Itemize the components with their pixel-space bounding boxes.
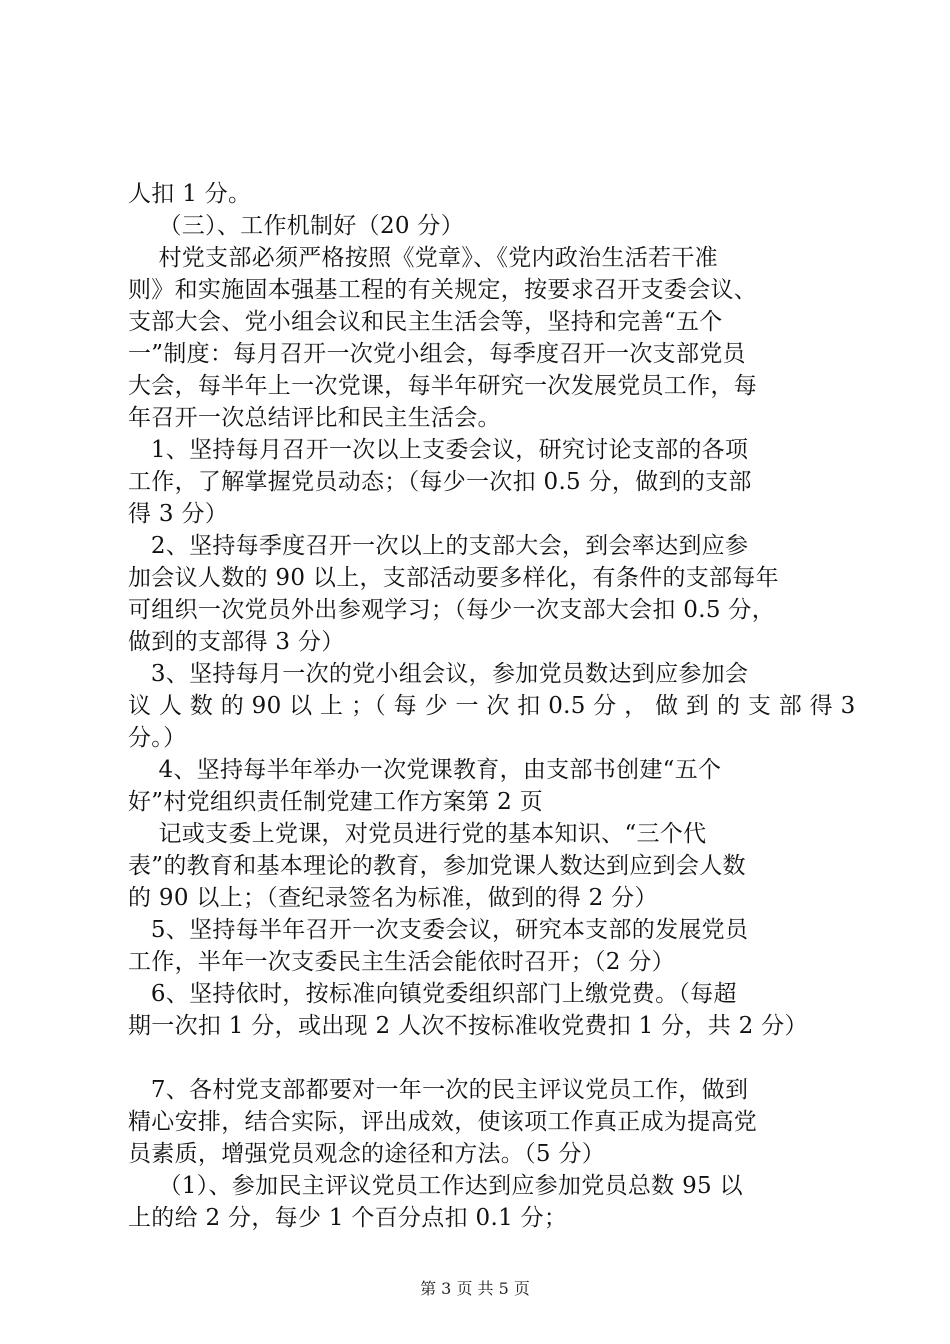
blank-line	[128, 1042, 840, 1074]
text-line: 工作，半年一次支委民主生活会能依时召开；（2 分）	[128, 949, 675, 975]
text-line: 则》和实施固本强基工程的有关规定，按要求召开支委会议、	[128, 277, 758, 303]
text-line: 议 人 数 的 90 以 上 ；（ 每 少 一 次 扣 0.5 分 ， 做 到 的 支 部 得 3	[128, 693, 856, 719]
text-line: 的 90 以上；（查纪录签名为标准，做到的得 2 分）	[128, 885, 658, 911]
text-line: 支部大会、党小组会议和民主生活会等，坚持和完善“五个	[128, 309, 723, 335]
text-line: 6、坚持依时，按标准向镇党委组织部门上缴党费。（每超	[128, 981, 737, 1007]
text-line: 上的给 2 分，每少 1 个百分点扣 0.1 分；	[128, 1205, 568, 1231]
text-line: 1、坚持每月召开一次以上支委会议，研究讨论支部的各项	[128, 437, 749, 463]
text-line: 7、各村党支部都要对一年一次的民主评议党员工作，做到	[128, 1077, 749, 1103]
text-line: 一”制度：每月召开一次党小组会，每季度召开一次支部党员	[128, 341, 746, 367]
text-line: 做到的支部得 3 分）	[128, 629, 345, 655]
text-line: 大会，每半年上一次党课，每半年研究一次发展党员工作，每	[128, 373, 758, 399]
text-line: 期一次扣 1 分，或出现 2 人次不按标准收党费扣 1 分，共 2 分）	[128, 1013, 808, 1039]
text-line: 4、坚持每半年举办一次党课教育，由支部书创建“五个	[128, 757, 722, 783]
text-line: 2、坚持每季度召开一次以上的支部大会，到会率达到应参	[128, 533, 749, 559]
text-line: 表”的教育和基本理论的教育，参加党课人数达到应到会人数	[128, 853, 746, 879]
text-line: 工作，了解掌握党员动态；（每少一次扣 0.5 分，做到的支部	[128, 469, 752, 495]
text-line: 5、坚持每半年召开一次支委会议，研究本支部的发展党员	[128, 917, 749, 943]
text-line: 分。）	[128, 725, 187, 751]
page-footer: 第 3 页 共 5 页	[420, 1279, 530, 1298]
text-line: 3、坚持每月一次的党小组会议，参加党员数达到应参加会	[128, 661, 749, 687]
text-line: 人扣 1 分。	[128, 181, 252, 207]
document-body	[128, 178, 856, 1234]
section-heading: （三）、工作机制好（20 分）	[128, 213, 465, 239]
text-line: 村党支部必须严格按照《党章》、《党内政治生活若干准	[128, 245, 718, 271]
text-line: 年召开一次总结评比和民主生活会。	[128, 405, 501, 431]
text-line: 得 3 分）	[128, 501, 229, 527]
text-line: 记或支委上党课，对党员进行党的基本知识、“三个代	[128, 821, 707, 847]
text-line: （1）、参加民主评议党员工作达到应参加党员总数 95 以	[128, 1173, 743, 1199]
text-line: 员素质，增强党员观念的途径和方法。（5 分）	[128, 1141, 606, 1167]
text-line: 好”村党组织责任制党建工作方案第 2 页	[128, 789, 544, 815]
text-line: 精心安排，结合实际，评出成效，使该项工作真正成为提高党	[128, 1109, 758, 1135]
text-line: 加会议人数的 90 以上，支部活动要多样化，有条件的支部每年	[128, 565, 779, 591]
text-line: 可组织一次党员外出参观学习；（每少一次支部大会扣 0.5 分，	[128, 597, 775, 623]
